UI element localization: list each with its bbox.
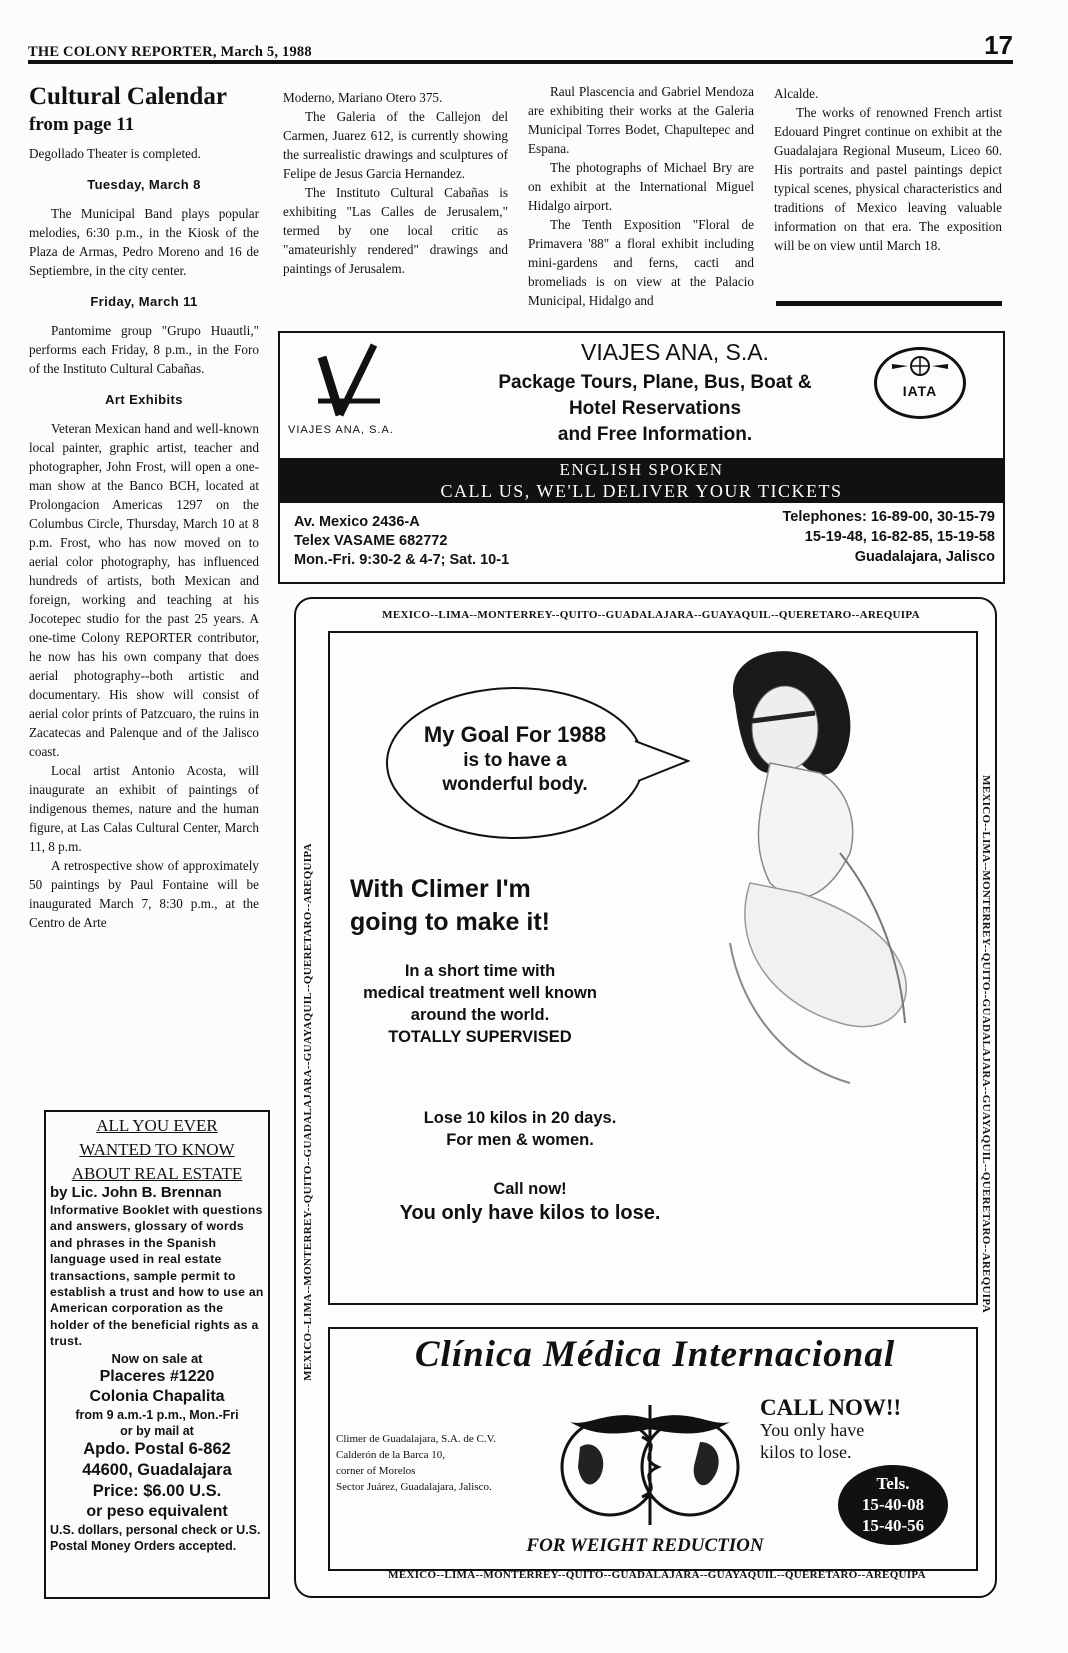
clinica-address (336, 1431, 496, 1495)
caduceus-globe-icon (550, 1397, 750, 1527)
page-number: 17 (984, 30, 1013, 60)
viajes-phones-1: Telephones: 16-89-00, 30-15-79 (782, 509, 995, 525)
viajes-line-3: and Free Information. (557, 424, 753, 445)
cities-top: MEXICO--LIMA--MONTERREY--QUITO--GUADALAJARA--GUAYAQUIL--QUERETARO--AREQUIPA (382, 609, 920, 621)
tuesday-heading: Tuesday, March 8 (87, 177, 201, 192)
viajes-phones (783, 507, 996, 567)
viajes-banner (280, 458, 1003, 503)
clinica-address-1: Climer de Guadalajara, S.A. de C.V. (336, 1433, 496, 1445)
clinica-address-3: corner of Morelos (336, 1465, 416, 1477)
art-paragraph-3: A retrospective show of approximately 50 paintings by Paul Fontaine will be inaugurated March 7, 8:30 p.m., at the Centro de Arte (29, 858, 259, 930)
cities-right: MEXICO--LIMA--MONTERREY--QUITO--GUADALAJARA--GUAYAQUIL--QUERETARO--AREQUIPA (980, 775, 992, 1313)
speech-bubble-text (390, 721, 640, 797)
col3-p3: The Tenth Exposition "Floral de Primavera '88" a floral exhibit including mini-gardens and ferns, cacti and bromeliads is on view at the Palacio Municipal, Hidalgo and (528, 217, 754, 308)
clinica-call-2: You only have (760, 1420, 865, 1440)
re-author: by Lic. John B. Brennan (50, 1184, 222, 1201)
viajes-address (294, 513, 509, 570)
climer-line-1: With Climer I'm (350, 875, 531, 903)
viajes-banner-2: CALL US, WE'LL DELIVER YOUR TICKETS (440, 481, 843, 501)
viajes-services (415, 370, 895, 448)
viajes-logo-caption: VIAJES ANA, S.A. (288, 424, 394, 436)
art-paragraph-2: Local artist Antonio Acosta, will inaugurate an exhibit of paintings of indigenous themes, nature and the human figure, at Las Calas Cultural Center, March 11, 8 p.m. (29, 763, 259, 854)
re-sale-10: U.S. dollars, personal check or U.S. Postal Money Orders accepted. (50, 1522, 261, 1553)
clinica-address-2: Calderón de la Barca 10, (336, 1449, 446, 1461)
treatment-line-2: medical treatment well known (363, 984, 597, 1002)
re-sale-1: Now on sale at (111, 1350, 203, 1366)
weight-reduction-text: FOR WEIGHT REDUCTION (526, 1535, 764, 1556)
viajes-ana-logo-icon (314, 341, 390, 419)
treatment-line-1: In a short time with (404, 962, 556, 980)
re-headline-3: ABOUT REAL ESTATE (71, 1164, 243, 1183)
tel-2: 15-40-56 (861, 1516, 925, 1535)
re-sale-8: Price: $6.00 U.S. (92, 1481, 222, 1500)
cities-bottom: MEXICO--LIMA--MONTERREY--QUITO--GUADALAJARA--GUAYAQUIL--QUERETARO--AREQUIPA (388, 1569, 926, 1581)
re-sale-4: from 9 a.m.-1 p.m., Mon.-Fri (75, 1407, 239, 1422)
viajes-address-1: Av. Mexico 2436-A (294, 514, 420, 530)
re-headline-2: WANTED TO KNOW (79, 1140, 235, 1159)
kilos-text: You only have kilos to lose. (399, 1202, 661, 1224)
masthead-rule (28, 60, 1013, 64)
art-heading: Art Exhibits (105, 392, 183, 407)
treatment-line-3: around the world. (410, 1006, 550, 1024)
re-sale-6: Apdo. Postal 6-862 (83, 1439, 231, 1458)
column-4-rule (776, 301, 1002, 306)
re-sale-7: 44600, Guadalajara (82, 1460, 232, 1479)
call-text (350, 1178, 710, 1226)
re-headline-1: ALL YOU EVER (96, 1116, 218, 1135)
treatment-text (330, 960, 630, 1048)
col2-p1: The Galeria of the Callejon del Carmen, Juarez 612, is currently showing the surrealistic drawings and sculptures of Felipe de Jesus Garcia Hernandez. (283, 109, 508, 181)
clinica-call (760, 1397, 970, 1463)
iata-badge (874, 347, 966, 419)
viajes-phones-2: 15-19-48, 16-82-85, 15-19-58 (804, 529, 995, 545)
calendar-title: Cultural Calendar (29, 83, 227, 110)
calendar-subtitle: from page 11 (29, 114, 135, 135)
climer-headline (350, 873, 650, 939)
woman-photo (690, 643, 950, 1123)
call-now-text: Call now! (493, 1180, 567, 1198)
re-sale-5: or by mail at (120, 1423, 194, 1438)
col2-p0: Moderno, Mariano Otero 375. (283, 90, 443, 105)
col2-p2: The Instituto Cultural Cabañas is exhibiting "Las Calles de Jerusalem," termed by one local critic as "amateurishly rendered" drawings and paintings of Jerusalem. (283, 185, 508, 276)
climer-ad (328, 631, 978, 1305)
cities-left: MEXICO--LIMA--MONTERREY--QUITO--GUADALAJARA--GUAYAQUIL--QUERETARO--AREQUIPA (302, 843, 314, 1381)
clinica-address-4: Sector Juárez, Guadalajara, Jalisco. (336, 1481, 492, 1493)
viajes-address-2: Telex VASAME 682772 (294, 533, 448, 549)
calendar-column-3 (528, 82, 754, 310)
calendar-intro: Degollado Theater is completed. (29, 146, 201, 161)
viajes-address-3: Mon.-Fri. 9:30-2 & 4-7; Sat. 10-1 (294, 552, 510, 568)
clinica-brand: Clínica Médica Internacional (414, 1334, 896, 1375)
re-sale-2: Placeres #1220 (99, 1367, 215, 1385)
tuesday-text: The Municipal Band plays popular melodies, 6:30 p.m., in the Kiosk of the Plaza de Armas, Pedro Moreno and 16 de Septiembre, in the city center. (29, 206, 259, 278)
viajes-line-2: Hotel Reservations (568, 398, 742, 419)
calendar-column-4 (774, 84, 1002, 255)
tels-badge (838, 1465, 948, 1545)
lose-line-2: For men & women. (446, 1131, 594, 1149)
lose-line-1: Lose 10 kilos in 20 days. (423, 1109, 617, 1127)
friday-heading: Friday, March 11 (90, 294, 198, 309)
tels-label: Tels. (876, 1474, 910, 1493)
bubble-line-3: wonderful body. (442, 774, 588, 795)
col4-p1: The works of renowned French artist Edouard Pingret continue on exhibit at the Guadalajara Regional Museum, Liceo 60. His portraits and pastel paintings depict typical scenes, physical characteristics and traditions of Mexico leaving valuable information on that era. The exposition will be on view until March 18. (774, 105, 1002, 253)
globe-wings-icon (890, 354, 950, 378)
bubble-line-1: My Goal For 1988 (423, 722, 607, 747)
col4-p0: Alcalde. (774, 86, 819, 101)
art-paragraph-1: Veteran Mexican hand and well-known local painter, graphic artist, teacher and photographer, John Frost, will open a one-man show at the Banco BCH, located at Prolongacion Americas 1297 on the Columbus Circle, Thursday, March 10 at 8 p.m. Frost, who has now moved on to aerial color photography, has influenced hundreds of artists, both Mexican and foreign, working and teaching at his Jocotepec studio for the past 25 years. A one-time Colony REPORTER contributor, he now has his own company that does aerial photography--both artistic and documentary. His show will consist of aerial color prints of Patzcuaro, the ruins in Zacatecas and Palenque and of the Jalisco coast. (29, 421, 259, 759)
re-description: Informative Booklet with questions and answers, glossary of words and phrases in the Spanish language used in real estate transactions, sample permit to establish a trust and how to use an American corporation as the holder of the beneficial rights as a trust. (50, 1203, 264, 1349)
viajes-ana-ad (278, 331, 1005, 584)
treatment-line-4: TOTALLY SUPERVISED (388, 1028, 572, 1046)
clinica-medica-box (328, 1327, 978, 1571)
climer-line-2: going to make it! (350, 908, 550, 936)
re-sale-3: Colonia Chapalita (89, 1387, 225, 1405)
iata-label: IATA (902, 383, 938, 399)
tel-1: 15-40-08 (861, 1495, 925, 1514)
re-sale-9: or peso equivalent (86, 1502, 228, 1520)
clinica-call-3: kilos to lose. (760, 1442, 852, 1462)
clinica-call-now: CALL NOW!! (760, 1395, 902, 1420)
viajes-banner-1: ENGLISH SPOKEN (559, 460, 724, 479)
col3-p2: The photographs of Michael Bry are on exhibit at the International Miguel Hidalgo airport. (528, 160, 754, 213)
bubble-line-2: is to have a (463, 750, 567, 771)
col3-p1: Raul Plascencia and Gabriel Mendoza are exhibiting their works at the Galeria Municipal Torres Bodet, Chapultepec and Espana. (528, 84, 754, 156)
friday-text: Pantomime group "Grupo Huautli," performs each Friday, 8 p.m., in the Foro of the Instituto Cultural Cabañas. (29, 323, 259, 376)
calendar-column-2 (283, 88, 508, 278)
viajes-phones-3: Guadalajara, Jalisco (854, 549, 995, 565)
publication-line: THE COLONY REPORTER, March 5, 1988 (28, 44, 312, 60)
calendar-column-1 (29, 82, 259, 932)
real-estate-ad (44, 1110, 270, 1599)
viajes-line-1: Package Tours, Plane, Bus, Boat & (498, 372, 812, 393)
viajes-name: VIAJES ANA, S.A. (581, 339, 769, 365)
lose-text (370, 1107, 670, 1151)
